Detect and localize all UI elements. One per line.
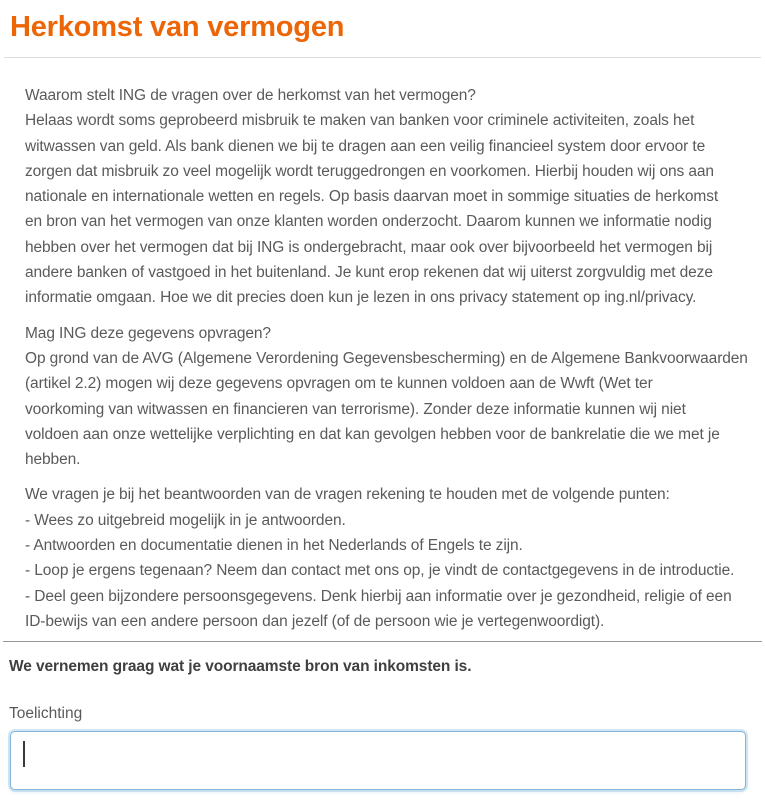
intro-line: andere banken of vastgoed in het buitenland. Je kunt erop rekenen dat wij uiterst zorgvuldig met deze: [25, 264, 713, 282]
intro-line: - Loop je ergens tegenaan? Neem dan contact met ons op, je vindt de contactgegevens in de introductie.: [25, 562, 735, 580]
intro-line: Helaas wordt soms geprobeerd misbruik te maken van banken voor criminele activiteiten, zoals het: [25, 112, 695, 130]
intro-line: - Deel geen bijzondere persoonsgegevens. Denk hierbij aan informatie over je gezondheid, religie of een: [25, 587, 732, 605]
intro-line: - Wees zo uitgebreid mogelijk in je antwoorden.: [25, 511, 346, 529]
intro-line: Waarom stelt ING de vragen over de herkomst van het vermogen?: [25, 87, 476, 104]
intro-line: Mag ING deze gegevens opvragen?: [25, 324, 271, 342]
intro-line: witwassen van geld. Als bank dienen we bij te dragen aan een veilig financieel system door ervoor te: [25, 137, 706, 155]
question-prompt: We vernemen graag wat je voornaamste bron van inkomsten is.: [9, 658, 472, 676]
intro-paragraph-guidelines: [25, 482, 749, 634]
intro-line: (artikel 2.2) mogen wij deze gegevens opvragen om te kunnen voldoen aan de Wwft (Wet ter: [25, 375, 653, 393]
title-divider: [4, 57, 761, 58]
intro-line: voorkoming van witwassen en financieren van terrorisme). Zonder deze informatie kunnen wij niet: [25, 400, 686, 418]
intro-text-block: [25, 83, 749, 634]
intro-line: hebben.: [25, 451, 81, 469]
intro-line: zorgen dat misbruik zo veel mogelijk wordt teruggedrongen en voorkomen. Hierbij houden wij ons aan: [25, 162, 714, 180]
intro-line: en bron van het vermogen van onze klanten worden onderzocht. Daarom kunnen we informatie nodig: [25, 213, 712, 231]
intro-paragraph-legal: [25, 321, 749, 473]
intro-line: - Antwoorden en documentatie dienen in het Nederlands of Engels te zijn.: [25, 537, 523, 555]
toelichting-label: Toelichting: [9, 705, 83, 723]
intro-line: informatie omgaan. Hoe we dit precies doen kun je lezen in ons privacy statement op ing.nl/privacy.: [25, 289, 697, 307]
intro-line: ID-bewijs van een andere persoon dan jezelf (of de persoon wie je vertegenwoordigt).: [25, 612, 605, 630]
intro-line: hebben over het vermogen dat bij ING is ondergebracht, maar ook over bijvoorbeeld het vermogen bij: [25, 238, 713, 256]
toelichting-field-wrapper: [10, 731, 746, 790]
intro-line: voldoen aan onze wettelijke verplichting en dat kan gevolgen hebben voor de bankrelatie die we met je: [25, 425, 720, 443]
intro-line: nationale en internationale wetten en regels. Op basis daarvan moet in sommige situaties de herkomst: [25, 188, 719, 206]
intro-paragraph-why: [25, 83, 749, 311]
toelichting-textarea[interactable]: [10, 731, 746, 790]
page-title: Herkomst van vermogen: [10, 11, 345, 43]
section-divider: [3, 641, 762, 642]
intro-line: We vragen je bij het beantwoorden van de vragen rekening te houden met de volgende punten:: [25, 486, 670, 504]
intro-line: Op grond van de AVG (Algemene Verordening Gegevensbescherming) en de Algemene Bankvoorwaarden: [25, 349, 748, 367]
